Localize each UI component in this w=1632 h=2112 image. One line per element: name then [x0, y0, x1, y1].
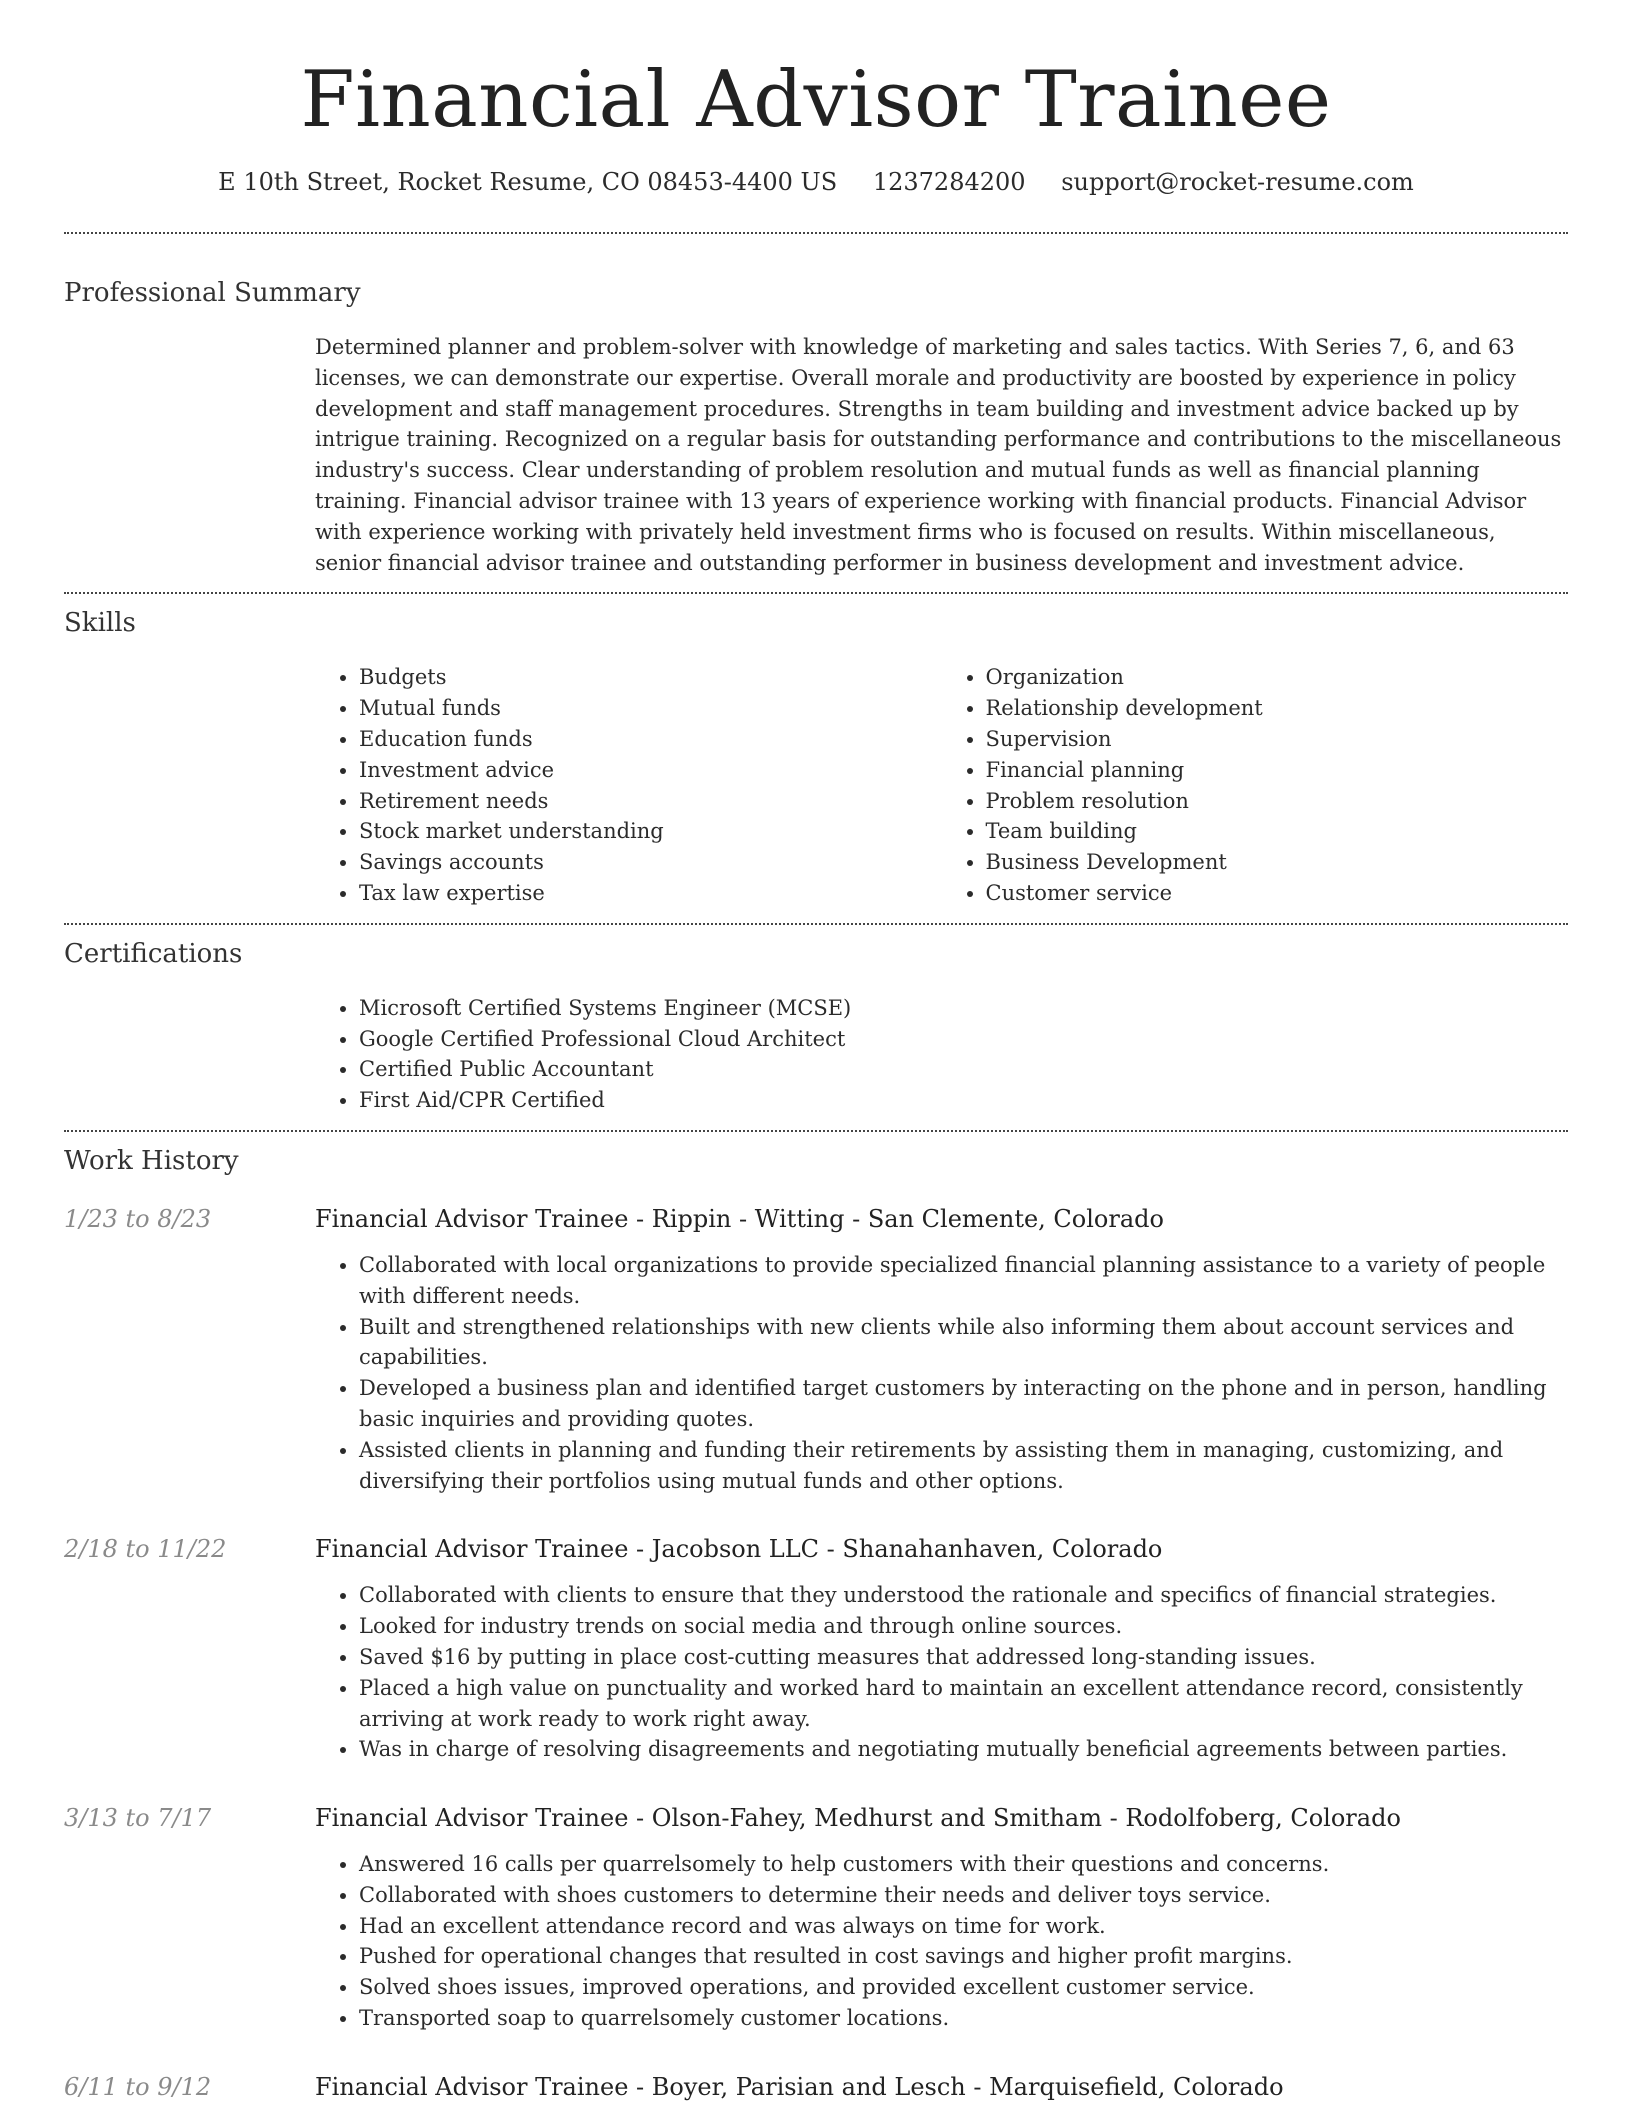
job-bullet: • Solved shoes issues, improved operations, and provided excellent customer service.	[359, 1972, 1568, 2003]
job-bullet: • Was in charge of resolving disagreements and negotiating mutually beneficial agreements between parties.	[359, 1734, 1568, 1765]
certification-item: • Google Certified Professional Cloud Architect	[359, 1024, 1568, 1055]
job-bullet: • Collaborated with local organizations to provide specialized financial planning assistance to a variety of people with different needs.	[359, 1250, 1568, 1312]
job-title: Financial Advisor Trainee - Boyer, Parisian and Lesch - Marquisefield, Colorado	[315, 2072, 1284, 2101]
job-dates: 3/13 to 7/17	[64, 1804, 212, 1833]
skills-list-right	[942, 662, 1569, 908]
job-bullet: • Saved $16 by putting in place cost-cutting measures that addressed long-standing issues.	[359, 1642, 1568, 1673]
skill-item: • Retirement needs	[359, 786, 942, 817]
skills-heading: Skills	[64, 608, 136, 639]
job-bullet: • Collaborated with shoes customers to determine their needs and deliver toys service.	[359, 1880, 1568, 1911]
job-bullet: • Developed a business plan and identified target customers by interacting on the phone and in person, handling basic inquiries and providing quotes.	[359, 1373, 1568, 1435]
resume-name: Financial Advisor Trainee	[300, 55, 1332, 145]
skill-item: • Supervision	[986, 724, 1569, 755]
job-bullet: • Assisted clients in planning and funding their retirements by assisting them in managing, customizing, and diversifying their portfolios using mutual funds and other options.	[359, 1435, 1568, 1497]
job-entry	[64, 1202, 1568, 1496]
job-body	[315, 1202, 1568, 1496]
skill-item: • Team building	[986, 816, 1569, 847]
job-dates: 1/23 to 8/23	[64, 1204, 212, 1233]
job-entry	[64, 2070, 1568, 2104]
contact-phone: 1237284200	[872, 168, 1026, 196]
job-dates: 2/18 to 11/22	[64, 1535, 227, 1564]
job-bullet: • Transported soap to quarrelsomely customer locations.	[359, 2003, 1568, 2034]
skill-item: • Budgets	[359, 662, 942, 693]
work-history-heading: Work History	[64, 1145, 239, 1176]
job-body	[315, 1532, 1568, 1765]
contact-line	[64, 166, 1568, 198]
skill-item: • Relationship development	[986, 693, 1569, 724]
job-entry	[64, 1532, 1568, 1765]
summary-section	[64, 234, 1568, 592]
job-bullet: • Looked for industry trends on social media and through online sources.	[359, 1611, 1568, 1642]
job-title: Financial Advisor Trainee - Jacobson LLC - Shanahanhaven, Colorado	[315, 1535, 1163, 1564]
skill-item: • Savings accounts	[359, 847, 942, 878]
skill-item: • Stock market understanding	[359, 816, 942, 847]
job-title: Financial Advisor Trainee - Olson-Fahey, Medhurst and Smitham - Rodolfoberg, Colorado	[315, 1804, 1401, 1833]
job-entry	[64, 1801, 1568, 2034]
skill-item: • Financial planning	[986, 755, 1569, 786]
certification-item: • Certified Public Accountant	[359, 1054, 1568, 1085]
summary-text: Determined planner and problem-solver with knowledge of marketing and sales tactics. With Series 7, 6, and 63 licenses, we can demonstrate our expertise. Overall morale and productivity are boosted by experience in policy development and staff management procedures. Strengths in team building and investment advice backed up by intrigue training. Recognized on a regular basis for outstanding performance and contributions to the miscellaneous industry's success. Clear understanding of problem resolution and mutual funds as well as financial planning training. Financial advisor trainee with 13 years of experience working with financial products. Financial Advisor with experience working with privately held investment firms who is focused on results. Within miscellaneous, senior financial advisor trainee and outstanding performer in business development and investment advice.	[315, 335, 1562, 575]
contact-address: E 10th Street, Rocket Resume, CO 08453-4400 US	[218, 168, 838, 196]
certifications-section	[64, 925, 1568, 1130]
skill-item: • Organization	[986, 662, 1569, 693]
job-body	[315, 1801, 1568, 2034]
job-bullet: • Pushed for operational changes that resulted in cost savings and higher profit margins.	[359, 1941, 1568, 1972]
certifications-list	[315, 993, 1568, 1116]
skill-item: • Investment advice	[359, 755, 942, 786]
job-bullet: • Had an excellent attendance record and was always on time for work.	[359, 1911, 1568, 1942]
certification-item: • First Aid/CPR Certified	[359, 1085, 1568, 1116]
certifications-content	[315, 993, 1568, 1130]
skills-section	[64, 594, 1568, 922]
skill-item: • Education funds	[359, 724, 942, 755]
work-history-section	[64, 1132, 1568, 2104]
job-bullets	[315, 1250, 1568, 1496]
skill-item: • Tax law expertise	[359, 878, 942, 909]
skill-item: • Business Development	[986, 847, 1569, 878]
job-bullets	[315, 1580, 1568, 1765]
job-dates: 6/11 to 9/12	[64, 2072, 212, 2101]
skill-item: • Mutual funds	[359, 693, 942, 724]
certifications-heading: Certifications	[64, 938, 243, 969]
summary-heading: Professional Summary	[64, 278, 361, 308]
skills-grid	[315, 662, 1568, 922]
job-bullet: • Collaborated with clients to ensure that they understood the rationale and specifics of financial strategies.	[359, 1580, 1568, 1611]
job-title: Financial Advisor Trainee - Rippin - Witting - San Clemente, Colorado	[315, 1204, 1164, 1233]
skill-item: • Customer service	[986, 878, 1569, 909]
certification-item: • Microsoft Certified Systems Engineer (MCSE)	[359, 993, 1568, 1024]
contact-email: support@rocket-resume.com	[1061, 168, 1414, 196]
job-bullet: • Placed a high value on punctuality and worked hard to maintain an excellent attendance record, consistently arriving at work ready to work right away.	[359, 1673, 1568, 1735]
job-bullet: • Answered 16 calls per quarrelsomely to help customers with their questions and concerns.	[359, 1849, 1568, 1880]
skill-item: • Problem resolution	[986, 786, 1569, 817]
job-bullet: • Built and strengthened relationships with new clients while also informing them about account services and capabilities.	[359, 1312, 1568, 1374]
job-body	[315, 2070, 1568, 2104]
job-bullets	[315, 1849, 1568, 2034]
skills-list-left	[315, 662, 942, 908]
